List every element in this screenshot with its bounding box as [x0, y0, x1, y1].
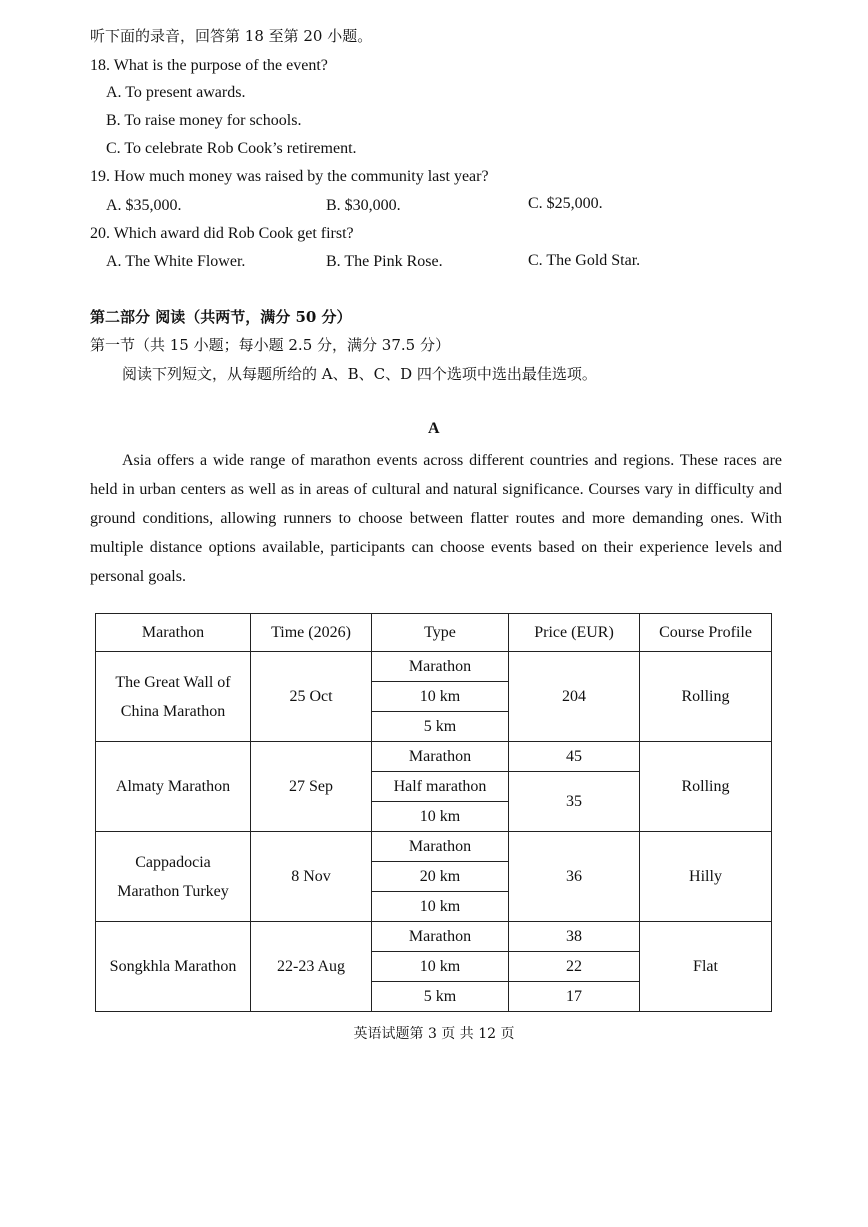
section-title: 第一节（共 15 小题；每小题 2.5 分，满分 37.5 分） [90, 336, 450, 354]
price-cell: 22 [509, 952, 640, 982]
passage-text: Asia offers a wide range of marathon events across different countries and regions. These races are held in urban centers as well as in areas of cultural and natural significance. Courses vary in difficulty and ground conditions, allowing runners to choose between flatter routes and more demanding ones. With multiple distance options available, participants can choose events based on their experience levels and personal goals. [90, 452, 782, 585]
table-row [96, 922, 772, 952]
part-title: 第二部分 阅读（共两节，满分 50 分） [90, 308, 352, 326]
type-cell: 10 km [372, 682, 509, 712]
table-row [96, 742, 772, 772]
marathon-name-cell: Songkhla Marathon [96, 922, 251, 1012]
type-cell: 5 km [372, 982, 509, 1012]
name-line: The Great Wall of [115, 673, 231, 691]
passage-label: A [428, 420, 440, 437]
q18-option-c: C. To celebrate Rob Cook’s retirement. [106, 140, 357, 157]
name-line: Marathon Turkey [117, 882, 229, 900]
price-cell: 36 [509, 832, 640, 922]
time-cell: 25 Oct [251, 652, 372, 742]
question-18: 18. What is the purpose of the event? [90, 57, 328, 74]
profile-cell: Flat [640, 922, 772, 1012]
marathon-name-cell [96, 652, 251, 742]
table-row [96, 832, 772, 862]
q20-option-c: C. The Gold Star. [528, 252, 641, 269]
name-line: China Marathon [120, 702, 226, 720]
profile-cell: Rolling [640, 652, 772, 742]
price-cell: 38 [509, 922, 640, 952]
price-cell: 35 [509, 772, 640, 832]
question-20: 20. Which award did Rob Cook get first? [90, 225, 354, 242]
q18-option-a: A. To present awards. [106, 84, 246, 101]
type-cell: Marathon [372, 832, 509, 862]
type-cell: Marathon [372, 742, 509, 772]
marathon-table [95, 613, 772, 1012]
q18-option-b: B. To raise money for schools. [106, 112, 302, 129]
q19-option-b: B. $30,000. [326, 197, 401, 214]
type-cell: Marathon [372, 652, 509, 682]
header-cell: Price (EUR) [509, 614, 640, 652]
profile-cell: Rolling [640, 742, 772, 832]
table-header-row [96, 614, 772, 652]
name-line: Cappadocia [135, 853, 211, 871]
time-cell: 8 Nov [251, 832, 372, 922]
price-cell: 204 [509, 652, 640, 742]
table-row [96, 652, 772, 682]
type-cell: 10 km [372, 802, 509, 832]
header-cell: Course Profile [640, 614, 772, 652]
type-cell: 20 km [372, 862, 509, 892]
q19-option-a: A. $35,000. [106, 197, 182, 214]
marathon-name-cell [96, 832, 251, 922]
time-cell: 27 Sep [251, 742, 372, 832]
type-cell: Half marathon [372, 772, 509, 802]
marathon-name-cell: Almaty Marathon [96, 742, 251, 832]
listening-intro: 听下面的录音，回答第 18 至第 20 小题。 [90, 27, 373, 45]
instruction: 阅读下列短文，从每题所给的 A、B、C、D 四个选项中选出最佳选项。 [122, 365, 597, 383]
q19-option-c: C. $25,000. [528, 195, 603, 212]
question-19: 19. How much money was raised by the community last year? [90, 168, 489, 185]
type-cell: 5 km [372, 712, 509, 742]
page-footer: 英语试题第 3 页 共 12 页 [353, 1026, 515, 1042]
price-cell: 17 [509, 982, 640, 1012]
type-cell: 10 km [372, 892, 509, 922]
header-cell: Time (2026) [251, 614, 372, 652]
profile-cell: Hilly [640, 832, 772, 922]
price-cell: 45 [509, 742, 640, 772]
header-cell: Marathon [96, 614, 251, 652]
type-cell: Marathon [372, 922, 509, 952]
q20-option-b: B. The Pink Rose. [326, 253, 443, 270]
q20-option-a: A. The White Flower. [106, 253, 246, 270]
header-cell: Type [372, 614, 509, 652]
time-cell: 22-23 Aug [251, 922, 372, 1012]
type-cell: 10 km [372, 952, 509, 982]
